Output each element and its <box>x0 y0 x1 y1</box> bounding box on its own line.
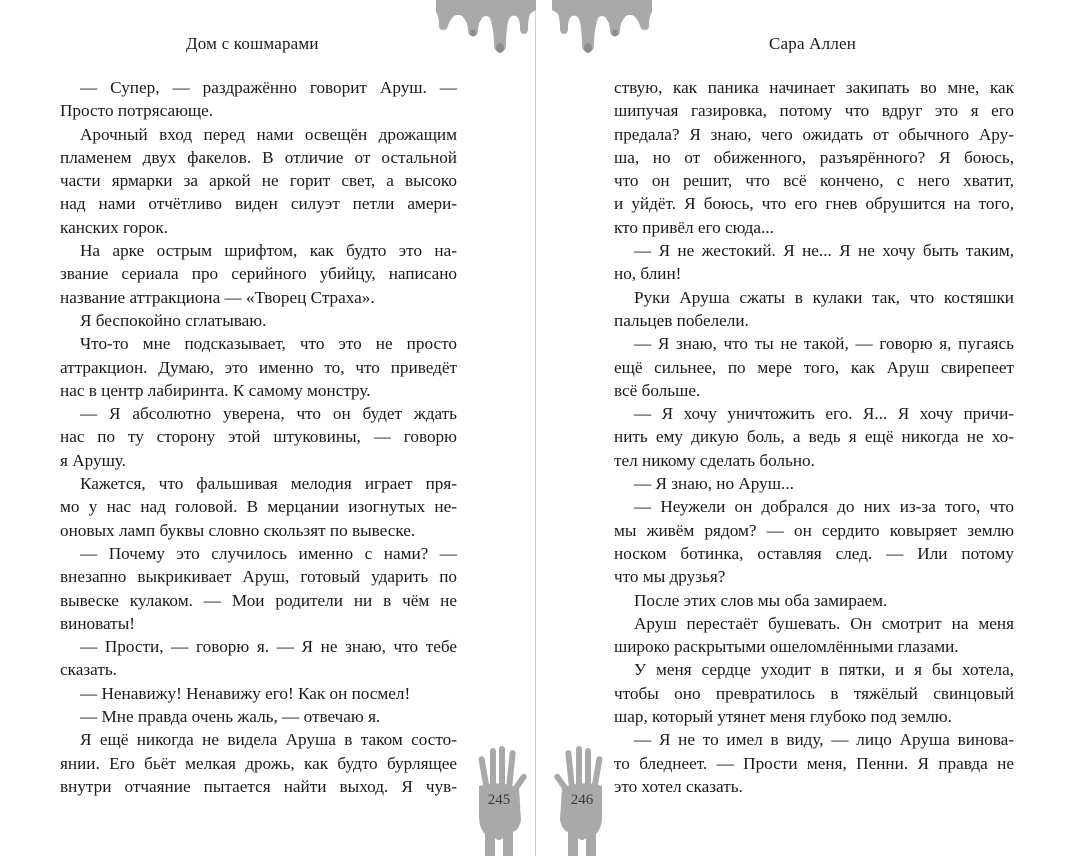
text-line: — Почему это случилось именно с нами? — <box>80 543 457 563</box>
text-line: нить ему дикую боль, а ведь я ещё никогда не хо- <box>614 427 1014 447</box>
text-line: шар, который утянет меня глубоко под землю. <box>614 707 952 727</box>
text-line: кто привёл его сюда... <box>614 217 774 237</box>
text-line: сказать. <box>60 660 117 680</box>
text-line: что он решит, что всё кончено, с него хватит, <box>614 171 1014 191</box>
left-folio <box>467 742 531 856</box>
text-line: — Ненавижу! Ненавижу его! Как он посмел! <box>80 683 411 703</box>
text-line: внезапно выкрикивает Аруш, готовый ударить по <box>60 567 457 587</box>
text-line: мы живём рядом? — он сердито ковыряет землю <box>614 520 1014 540</box>
text-line: ещё сильнее, по мере того, как Аруш свирепеет <box>614 357 1014 377</box>
right-folio <box>550 742 614 856</box>
text-line: У меня сердце уходит в пятки, и я бы хотела, <box>634 660 1014 680</box>
text-line: виноваты! <box>60 613 135 633</box>
text-line: пламенем двух факелов. В отличие от остальной <box>60 147 457 167</box>
text-line: предала? Я знаю, чего ожидать от обычного Ару- <box>614 124 1014 144</box>
text-line: мо у нас над головой. В мерцании изогнутых не- <box>60 497 457 517</box>
running-header-title: Дом с кошмарами <box>186 34 319 53</box>
text-line: пальцев побелели. <box>614 310 749 330</box>
text-line: ствую, как паника начинает закипать во мне, как <box>614 78 1014 97</box>
text-line: аттракцион. Думаю, это именно то, что приведёт <box>60 357 457 377</box>
text-line: После этих слов мы оба замираем. <box>634 590 888 610</box>
text-line: Кажется, что фальшивая мелодия играет пря- <box>80 474 457 494</box>
text-line: На арке острым шрифтом, как будто это на- <box>80 241 457 261</box>
text-line: янии. Его бьёт мелкая дрожь, как будто бурлящее <box>60 753 457 773</box>
text-line: я Арушу. <box>60 450 126 470</box>
text-line: — Я абсолютно уверена, что он будет ждать <box>80 404 457 424</box>
text-line: Что-то мне подсказывает, что это не просто <box>80 334 457 354</box>
page-number: 246 <box>570 792 594 808</box>
text-line: всё больше. <box>614 380 701 400</box>
text-line: — Неужели он добрался до них из-за того, что <box>634 497 1014 517</box>
text-line: канских горок. <box>60 217 169 237</box>
text-line: — Я знаю, но Аруш... <box>634 474 794 494</box>
text-line: что мы друзья? <box>614 567 726 587</box>
text-line: Я беспокойно сглатываю. <box>80 310 267 330</box>
text-line: — Я не то имел в виду, — лицо Аруша винова- <box>634 730 1014 750</box>
text-line: Арочный вход перед нами освещён дрожащим <box>80 124 457 144</box>
text-line: шипучая газировка, потому что вдруг это я его <box>614 101 1014 121</box>
left-page-text <box>60 76 457 798</box>
text-line: — Супер, — раздражённо говорит Аруш. — <box>80 78 457 97</box>
dripping-slime-icon <box>552 0 652 56</box>
text-line: — Прости, — говорю я. — Я не знаю, что тебе <box>80 637 457 657</box>
text-line: ша, но от обиженного, разъярённого? Я боюсь, <box>614 147 1014 167</box>
text-line: нас по ту сторону этой штуковины, — говорю <box>60 427 457 447</box>
text-line: внутри отчаяние пытается найти выход. Я чув- <box>60 776 457 796</box>
text-line: это хотел сказать. <box>614 776 743 796</box>
left-page <box>0 0 535 856</box>
right-page <box>536 0 1073 856</box>
right-page-text <box>614 76 1014 798</box>
text-line: — Я хочу уничтожить его. Я... Я хочу причи- <box>634 404 1014 424</box>
text-line: Руки Аруша сжаты в кулаки так, что костяшки <box>634 287 1014 307</box>
text-line: тел никому сделать больно. <box>614 450 815 470</box>
text-line: над нами отчётливо виден силуэт петли амери- <box>60 194 457 214</box>
text-line: название аттракциона — «Творец Страха». <box>60 287 375 307</box>
text-line: — Мне правда очень жаль, — отвечаю я. <box>80 707 381 727</box>
text-line: вывеске кулаком. — Мои родители ни в чём не <box>60 590 457 610</box>
text-line: Я ещё никогда не видела Аруша в таком состо- <box>80 730 457 750</box>
text-line: нас в центр лабиринта. К самому монстру. <box>60 380 371 400</box>
text-line: — Я знаю, что ты не такой, — говорю я, пугаясь <box>634 334 1014 354</box>
text-line: Просто потрясающе. <box>60 101 214 121</box>
dripping-slime-icon <box>436 0 536 56</box>
text-line: чтобы оно превратилось в тяжёлый свинцовый <box>614 683 1014 703</box>
text-line: звание сериала про серийного убийцу, написано <box>60 264 457 284</box>
text-line: широко раскрытыми ошеломлёнными глазами. <box>614 637 959 657</box>
text-line: но, блин! <box>614 264 682 284</box>
text-line: носком ботинка, оставляя след. — Или потому <box>614 543 1014 563</box>
text-line: и уйдёт. Я боюсь, что его гнев обрушится на того, <box>614 194 1014 214</box>
text-line: то бледнеет. — Прости меня, Пенни. Я правда не <box>614 753 1014 773</box>
text-line: — Я не жестокий. Я не... Я не хочу быть таким, <box>634 241 1014 261</box>
text-line: части ярмарки за аркой не горит свет, а высоко <box>60 171 457 191</box>
text-line: Аруш перестаёт бушевать. Он смотрит на меня <box>634 613 1014 633</box>
running-header-author: Сара Аллен <box>769 34 857 53</box>
text-line: оновых ламп буквы словно скользят по вывеске. <box>60 520 416 540</box>
page-number: 245 <box>487 792 511 808</box>
